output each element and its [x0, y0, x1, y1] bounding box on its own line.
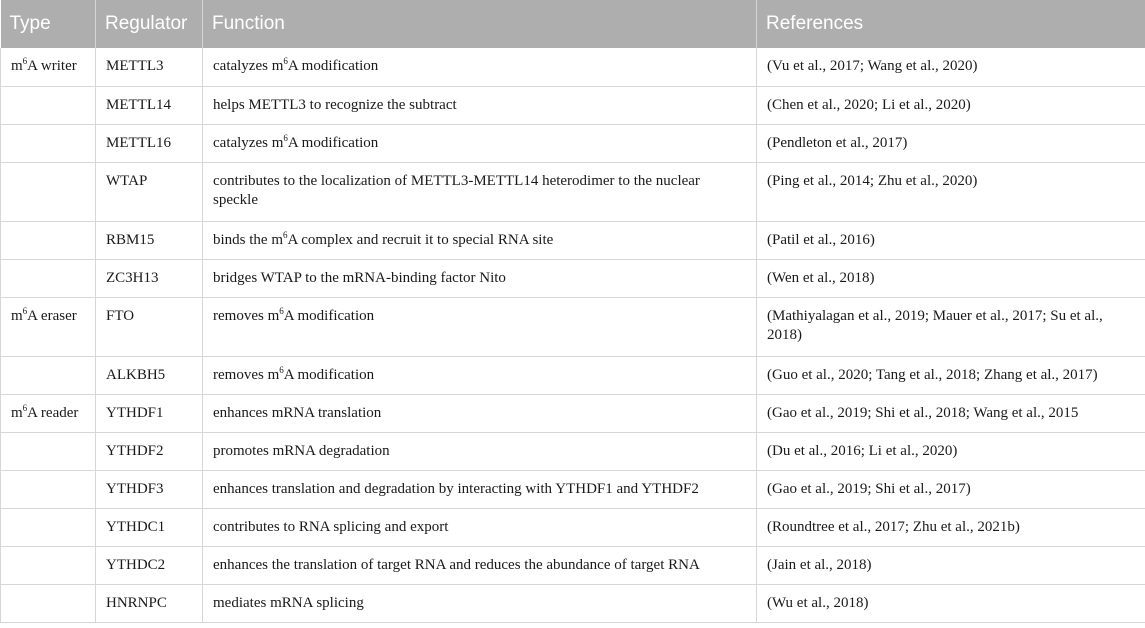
cell-function: mediates mRNA splicing [203, 584, 757, 622]
table-row [1, 48, 1145, 86]
table-row [1, 259, 1145, 297]
table-row [1, 356, 1145, 394]
header-references: References [757, 0, 1145, 48]
cell-references: (Wen et al., 2018) [757, 259, 1145, 297]
header-type: Type [1, 0, 96, 48]
cell-type [1, 124, 96, 162]
cell-references: (Patil et al., 2016) [757, 221, 1145, 259]
cell-regulator: WTAP [96, 162, 203, 221]
cell-regulator: YTHDF1 [96, 394, 203, 432]
table-row [1, 508, 1145, 546]
cell-function: enhances mRNA translation [203, 394, 757, 432]
cell-references: (Vu et al., 2017; Wang et al., 2020) [757, 48, 1145, 86]
cell-type [1, 508, 96, 546]
cell-function: contributes to the localization of METTL3-METTL14 heterodimer to the nuclear speckle [203, 162, 757, 221]
cell-type [1, 470, 96, 508]
cell-function: enhances the translation of target RNA and reduces the abundance of target RNA [203, 546, 757, 584]
table-header [1, 0, 1145, 48]
cell-type: $m^6A$ reader [1, 394, 96, 432]
cell-references: (Ping et al., 2014; Zhu et al., 2020) [757, 162, 1145, 221]
cell-function: promotes mRNA degradation [203, 432, 757, 470]
cell-function: helps METTL3 to recognize the subtract [203, 86, 757, 124]
cell-function: binds the $m^6A$ complex and recruit it to special RNA site [203, 221, 757, 259]
cell-regulator: METTL14 [96, 86, 203, 124]
table-row [1, 546, 1145, 584]
cell-type [1, 356, 96, 394]
table-row [1, 432, 1145, 470]
cell-function: removes $m^6A$ modification [203, 356, 757, 394]
header-function: Function [203, 0, 757, 48]
cell-regulator: YTHDC2 [96, 546, 203, 584]
cell-type [1, 546, 96, 584]
cell-regulator: FTO [96, 297, 203, 356]
table-body [1, 48, 1145, 622]
header-regulator: Regulator [96, 0, 203, 48]
table-row [1, 584, 1145, 622]
cell-references: (Pendleton et al., 2017) [757, 124, 1145, 162]
cell-references: (Jain et al., 2018) [757, 546, 1145, 584]
cell-function: contributes to RNA splicing and export [203, 508, 757, 546]
cell-function: enhances translation and degradation by interacting with YTHDF1 and YTHDF2 [203, 470, 757, 508]
cell-type [1, 584, 96, 622]
table-row [1, 86, 1145, 124]
table-row [1, 297, 1145, 356]
cell-regulator: ALKBH5 [96, 356, 203, 394]
cell-references: (Guo et al., 2020; Tang et al., 2018; Zhang et al., 2017) [757, 356, 1145, 394]
cell-regulator: RBM15 [96, 221, 203, 259]
cell-type: $m^6A$ writer [1, 48, 96, 86]
cell-regulator: YTHDF3 [96, 470, 203, 508]
cell-regulator: METTL16 [96, 124, 203, 162]
cell-function: removes $m^6A$ modification [203, 297, 757, 356]
cell-function: bridges WTAP to the mRNA-binding factor Nito [203, 259, 757, 297]
cell-regulator: METTL3 [96, 48, 203, 86]
cell-references: (Roundtree et al., 2017; Zhu et al., 2021b) [757, 508, 1145, 546]
cell-references: (Du et al., 2016; Li et al., 2020) [757, 432, 1145, 470]
header-row [1, 0, 1145, 48]
cell-regulator: HNRNPC [96, 584, 203, 622]
cell-type [1, 221, 96, 259]
cell-references: (Gao et al., 2019; Shi et al., 2018; Wang et al., 2015 [757, 394, 1145, 432]
table-row [1, 221, 1145, 259]
cell-references: (Wu et al., 2018) [757, 584, 1145, 622]
cell-references: (Gao et al., 2019; Shi et al., 2017) [757, 470, 1145, 508]
cell-type [1, 86, 96, 124]
cell-type [1, 162, 96, 221]
cell-regulator: YTHDF2 [96, 432, 203, 470]
cell-references: (Mathiyalagan et al., 2019; Mauer et al., 2017; Su et al., 2018) [757, 297, 1145, 356]
cell-regulator: YTHDC1 [96, 508, 203, 546]
table-row [1, 394, 1145, 432]
table-row [1, 162, 1145, 221]
cell-references: (Chen et al., 2020; Li et al., 2020) [757, 86, 1145, 124]
cell-type: $m^6A$ eraser [1, 297, 96, 356]
cell-type [1, 432, 96, 470]
table-row [1, 124, 1145, 162]
cell-function: catalyzes $m^6A$ modification [203, 124, 757, 162]
table-row [1, 470, 1145, 508]
cell-function: catalyzes $m^6A$ modification [203, 48, 757, 86]
cell-regulator: ZC3H13 [96, 259, 203, 297]
cell-type [1, 259, 96, 297]
